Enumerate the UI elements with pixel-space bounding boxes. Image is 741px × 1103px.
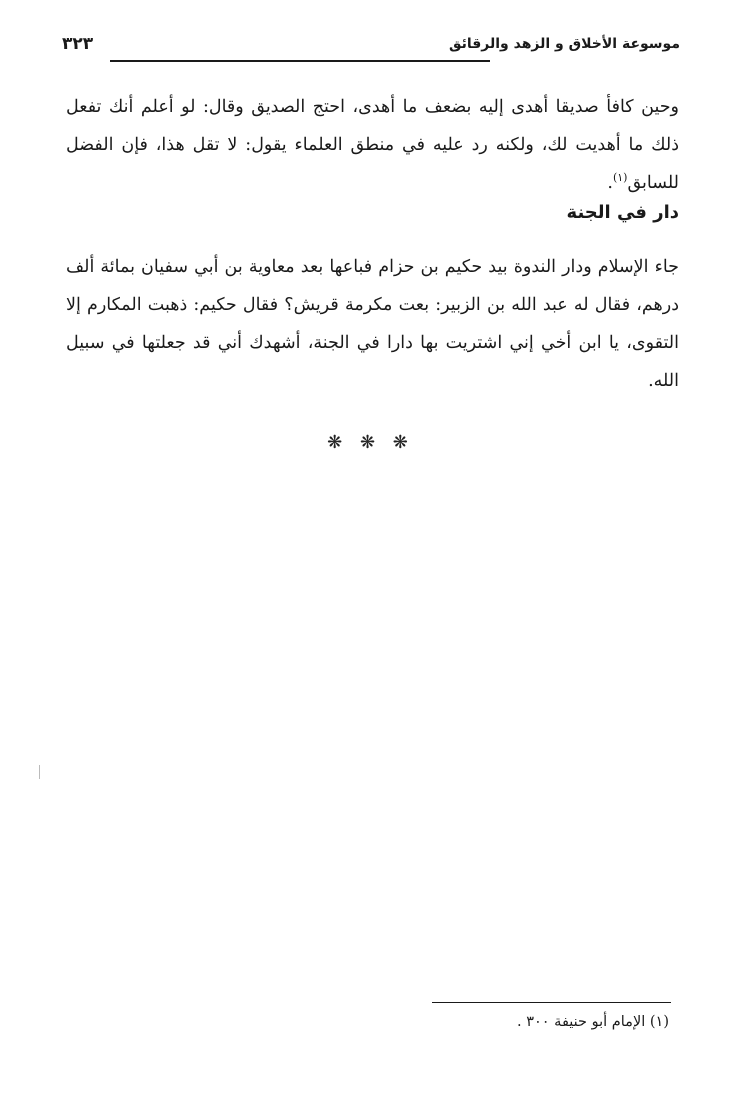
footnote-marker: (١)	[649, 1014, 669, 1030]
paragraph-2	[66, 248, 679, 400]
section-heading: دار في الجنة	[566, 202, 679, 223]
scan-mark	[39, 765, 40, 779]
footnote-text: الإمام أبو حنيفة ٣٠٠ .	[516, 1014, 646, 1030]
header-title: موسوعة الأخلاق و الزهد والرقائق	[448, 36, 680, 52]
paragraph-1-end: .	[607, 173, 613, 193]
footnote-reference[interactable]: (١)	[612, 171, 628, 185]
section-separator: ❋ ❋ ❋	[327, 432, 414, 453]
page-number: ٣٢٣	[62, 34, 94, 54]
paragraph-1	[66, 88, 679, 202]
running-header	[62, 34, 680, 64]
footnote-rule	[432, 1002, 671, 1003]
header-rule	[110, 60, 490, 62]
footnote-1	[517, 1014, 669, 1030]
paragraph-2-text: جاء الإسلام ودار الندوة بيد حكيم بن حزام فباعها بعد معاوية بن أبي سفيان بمائة ألف درهم، فقال له عبد الله بن الزبير: بعت مكرمة قريش؟ فقال حكيم: ذهبت المكارم إلا التقوى، يا ابن أخي إني اشتريت بها دارا في الجنة، أشهدك أني قد جعلتها في سبيل الله.	[66, 257, 679, 391]
paragraph-1-text: وحين كافأ صديقا أهدى إليه بضعف ما أهدى، احتج الصديق وقال: لو أعلم أنك تفعل ذلك ما أهديت لك، ولكنه رد عليه في منطق العلماء يقول: لا تقل هذا، فإن الفضل للسابق	[66, 97, 679, 193]
